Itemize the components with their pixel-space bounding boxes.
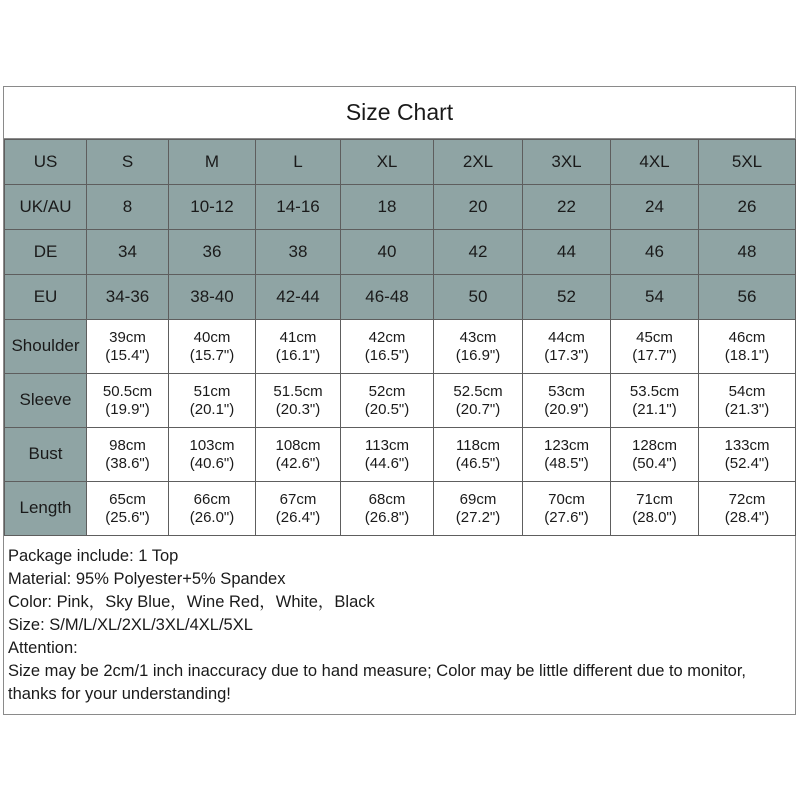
measurement-cell — [523, 374, 611, 428]
measurement-cell — [434, 374, 523, 428]
cm-value: 123cm — [543, 436, 590, 454]
row-label: Shoulder — [5, 320, 87, 374]
inch-value: (40.6") — [189, 454, 235, 472]
size-cell: 46-48 — [341, 275, 434, 320]
row-label: Length — [5, 482, 87, 536]
cm-value: 52cm — [368, 382, 406, 400]
inch-value: (26.4") — [275, 508, 321, 526]
inch-value: (50.4") — [632, 454, 677, 472]
cm-value: 39cm — [109, 328, 146, 346]
size-cell: 48 — [699, 230, 796, 275]
inch-value: (27.2") — [455, 508, 501, 526]
size-cell: 40 — [341, 230, 434, 275]
measurement-cell — [256, 428, 341, 482]
measurement-cell — [87, 482, 169, 536]
inch-value: (20.1") — [189, 400, 235, 418]
size-cell: 54 — [611, 275, 699, 320]
table-row — [5, 482, 796, 536]
cm-value: 72cm — [728, 490, 766, 508]
row-label: DE — [5, 230, 87, 275]
cm-value: 67cm — [279, 490, 317, 508]
table-row — [5, 230, 796, 275]
size-cell: 8 — [87, 185, 169, 230]
table-row — [5, 374, 796, 428]
size-cell: 38-40 — [169, 275, 256, 320]
measurement-cell — [87, 320, 169, 374]
size-cell: 34 — [87, 230, 169, 275]
size-cell: S — [87, 140, 169, 185]
cm-value: 50.5cm — [102, 382, 153, 400]
size-chart-sheet — [3, 86, 796, 715]
cm-value: 108cm — [275, 436, 321, 454]
row-label: US — [5, 140, 87, 185]
table-row — [5, 185, 796, 230]
measurement-cell — [87, 374, 169, 428]
inch-value: (48.5") — [544, 454, 589, 472]
measurement-cell — [699, 482, 796, 536]
measurement-cell — [611, 374, 699, 428]
inch-value: (16.9") — [455, 346, 501, 364]
cm-value: 103cm — [189, 436, 235, 454]
row-label: Bust — [5, 428, 87, 482]
cm-value: 69cm — [459, 490, 497, 508]
inch-value: (20.9") — [544, 400, 589, 418]
cm-value: 54cm — [728, 382, 766, 400]
inch-value: (20.7") — [455, 400, 501, 418]
inch-value: (19.9") — [105, 400, 150, 418]
cm-value: 52.5cm — [453, 382, 503, 400]
measurement-cell — [169, 482, 256, 536]
size-cell: 46 — [611, 230, 699, 275]
cm-value: 44cm — [548, 328, 585, 346]
measurement-cell — [87, 428, 169, 482]
size-cell: 22 — [523, 185, 611, 230]
table-row — [5, 275, 796, 320]
measurement-cell — [523, 428, 611, 482]
cm-value: 71cm — [636, 490, 673, 508]
measurement-cell — [256, 374, 341, 428]
size-cell: L — [256, 140, 341, 185]
cm-value: 46cm — [728, 328, 766, 346]
cm-value: 68cm — [368, 490, 406, 508]
measurement-cell — [611, 428, 699, 482]
inch-value: (21.1") — [632, 400, 677, 418]
size-cell: 24 — [611, 185, 699, 230]
size-cell: 3XL — [523, 140, 611, 185]
inch-value: (38.6") — [105, 454, 150, 472]
measurement-cell — [699, 320, 796, 374]
inch-value: (18.1") — [724, 346, 770, 364]
measurement-cell — [341, 374, 434, 428]
size-cell: 18 — [341, 185, 434, 230]
cm-value: 65cm — [109, 490, 146, 508]
row-label: EU — [5, 275, 87, 320]
cm-value: 51cm — [193, 382, 231, 400]
cm-value: 42cm — [368, 328, 406, 346]
size-cell: 26 — [699, 185, 796, 230]
cm-value: 128cm — [631, 436, 678, 454]
measurement-cell — [611, 320, 699, 374]
inch-value: (52.4") — [724, 454, 770, 472]
measurement-cell — [434, 428, 523, 482]
cm-value: 41cm — [279, 328, 317, 346]
size-cell: 50 — [434, 275, 523, 320]
cm-value: 70cm — [548, 490, 585, 508]
inch-value: (25.6") — [105, 508, 150, 526]
inch-value: (28.4") — [724, 508, 770, 526]
inch-value: (17.3") — [544, 346, 589, 364]
note-line: Attention: — [8, 639, 78, 657]
table-row — [5, 428, 796, 482]
table-row — [5, 140, 796, 185]
cm-value: 133cm — [724, 436, 770, 454]
inch-value: (21.3") — [724, 400, 770, 418]
measurement-cell — [699, 374, 796, 428]
inch-value: (26.0") — [189, 508, 235, 526]
size-cell: M — [169, 140, 256, 185]
inch-value: (46.5") — [455, 454, 501, 472]
cm-value: 118cm — [456, 436, 500, 454]
product-notes — [8, 545, 788, 706]
measurement-cell — [341, 482, 434, 536]
inch-value: (16.5") — [364, 346, 410, 364]
measurement-cell — [699, 428, 796, 482]
cm-value: 53cm — [548, 382, 585, 400]
cm-value: 53.5cm — [629, 382, 680, 400]
table-row — [5, 320, 796, 374]
inch-value: (28.0") — [632, 508, 677, 526]
inch-value: (26.8") — [364, 508, 410, 526]
size-cell: 56 — [699, 275, 796, 320]
cm-value: 43cm — [459, 328, 497, 346]
inch-value: (20.5") — [364, 400, 410, 418]
measurement-cell — [523, 482, 611, 536]
note-line: Package include: 1 Top — [8, 547, 179, 565]
cm-value: 51.5cm — [273, 382, 323, 400]
note-line: Size may be 2cm/1 inch inaccuracy due to hand measure; Color may be little different due to monitor, thanks for your understanding! — [8, 662, 746, 703]
inch-value: (15.7") — [189, 346, 235, 364]
chart-title: Size Chart — [4, 87, 795, 139]
measurement-cell — [611, 482, 699, 536]
cm-value: 45cm — [636, 328, 673, 346]
size-cell: 42-44 — [256, 275, 341, 320]
cm-value: 66cm — [193, 490, 231, 508]
size-cell: 5XL — [699, 140, 796, 185]
cm-value: 98cm — [109, 436, 146, 454]
inch-value: (44.6") — [364, 454, 410, 472]
measurement-cell — [169, 428, 256, 482]
inch-value: (17.7") — [632, 346, 677, 364]
measurement-cell — [434, 482, 523, 536]
size-cell: 34-36 — [87, 275, 169, 320]
row-label: UK/AU — [5, 185, 87, 230]
size-cell: 44 — [523, 230, 611, 275]
cm-value: 113cm — [365, 436, 409, 454]
measurement-cell — [341, 320, 434, 374]
row-label: Sleeve — [5, 374, 87, 428]
measurement-cell — [256, 320, 341, 374]
cm-value: 40cm — [193, 328, 231, 346]
size-cell: 10-12 — [169, 185, 256, 230]
size-cell: XL — [341, 140, 434, 185]
size-cell: 38 — [256, 230, 341, 275]
size-cell: 4XL — [611, 140, 699, 185]
inch-value: (20.3") — [275, 400, 321, 418]
inch-value: (42.6") — [275, 454, 321, 472]
size-cell: 42 — [434, 230, 523, 275]
inch-value: (16.1") — [275, 346, 321, 364]
note-line: Material: 95% Polyester+5% Spandex — [8, 570, 286, 588]
size-cell: 52 — [523, 275, 611, 320]
inch-value: (15.4") — [105, 346, 150, 364]
inch-value: (27.6") — [544, 508, 589, 526]
measurement-cell — [169, 320, 256, 374]
measurement-cell — [256, 482, 341, 536]
note-line: Color: Pink，Sky Blue，Wine Red，White，Black — [8, 593, 375, 611]
size-cell: 14-16 — [256, 185, 341, 230]
size-cell: 2XL — [434, 140, 523, 185]
measurement-cell — [169, 374, 256, 428]
measurement-cell — [434, 320, 523, 374]
size-cell: 36 — [169, 230, 256, 275]
size-table — [4, 139, 796, 536]
note-line: Size: S/M/L/XL/2XL/3XL/4XL/5XL — [8, 616, 253, 634]
measurement-cell — [341, 428, 434, 482]
measurement-cell — [523, 320, 611, 374]
size-cell: 20 — [434, 185, 523, 230]
